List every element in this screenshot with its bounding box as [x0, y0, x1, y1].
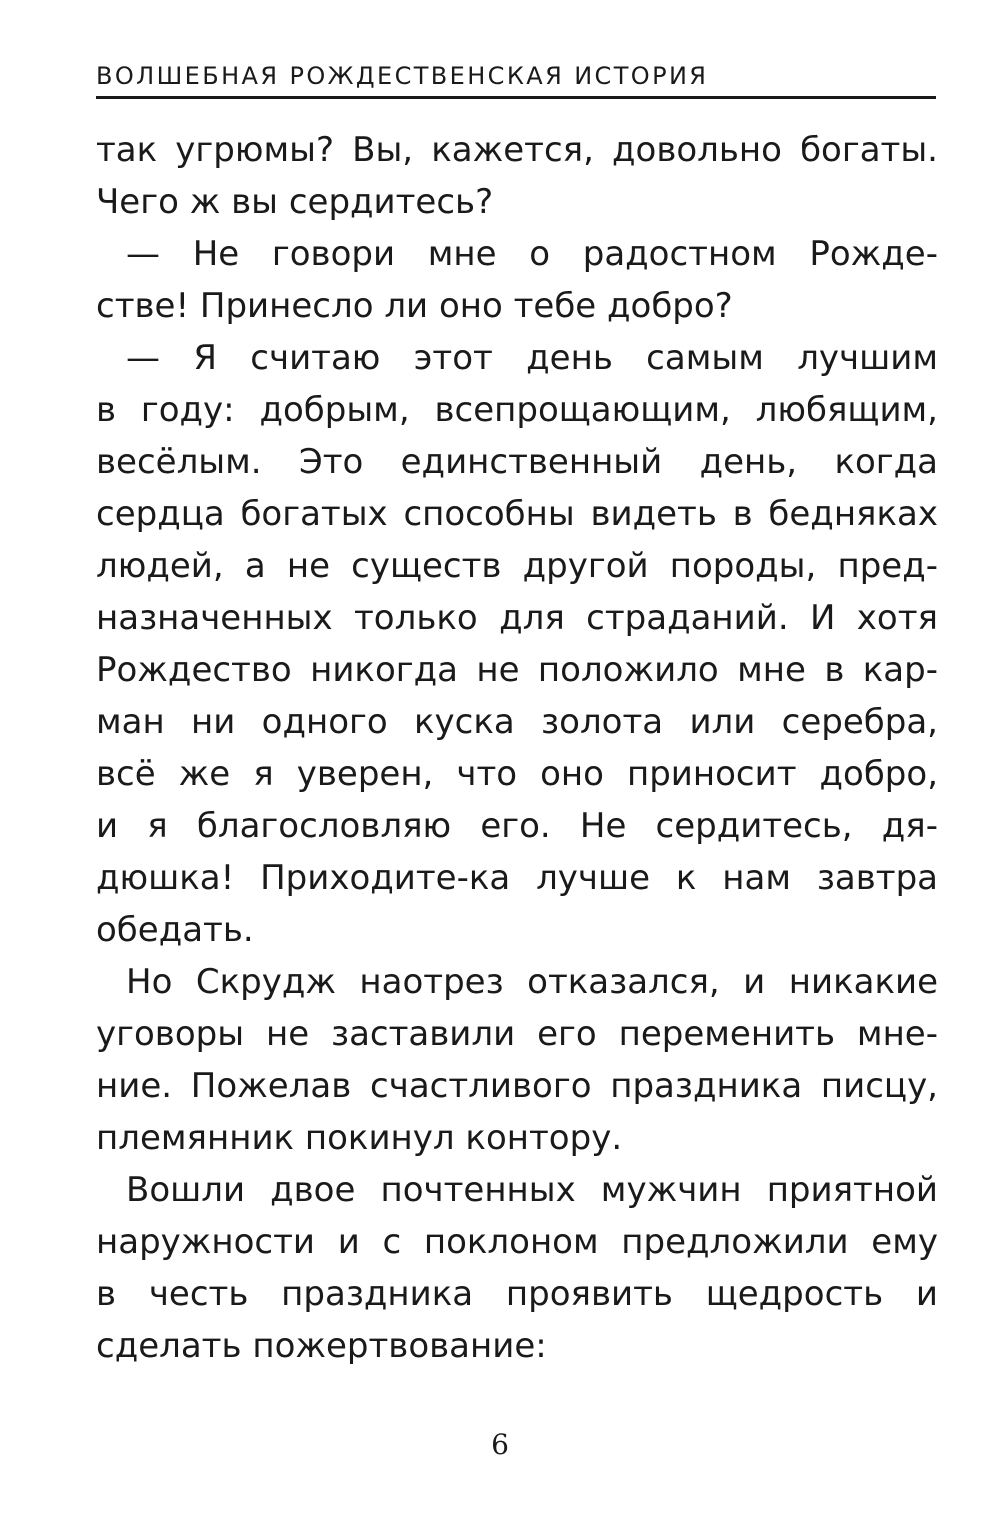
text-line: весёлым. Это единственный день, когда: [96, 442, 938, 482]
text-line: ние. Пожелав счастливого праздника писцу,: [96, 1066, 938, 1106]
text-line: ман ни одного куска золота или серебра,: [96, 702, 938, 742]
text-line: племянник покинул контору.: [96, 1118, 623, 1158]
text-line: сердца богатых способны видеть в бедняках: [96, 494, 938, 534]
text-line: в году: добрым, всепрощающим, любящим,: [96, 390, 938, 430]
text-line: назначенных только для страданий. И хотя: [96, 598, 938, 638]
text-line: уговоры не заставили его переменить мне-: [96, 1014, 938, 1054]
text-line: дюшка! Приходите-ка лучше к нам завтра: [96, 858, 938, 898]
text-line: Вошли двое почтенных мужчин приятной: [126, 1170, 938, 1210]
text-line: Рождество никогда не положило мне в кар-: [96, 650, 938, 690]
text-line: наружности и с поклоном предложили ему: [96, 1222, 938, 1262]
running-header-title: ВОЛШЕБНАЯ РОЖДЕСТВЕНСКАЯ ИСТОРИЯ: [96, 62, 709, 90]
text-line: и я благословляю его. Не сердитесь, дя-: [96, 806, 938, 846]
text-line: стве! Принесло ли оно тебе добро?: [96, 286, 733, 326]
body-text: [96, 124, 938, 1372]
text-line: всё же я уверен, что оно приносит добро,: [96, 754, 938, 794]
page-number: 6: [491, 1428, 509, 1461]
text-line: обедать.: [96, 910, 254, 950]
text-line: в честь праздника проявить щедрость и: [96, 1274, 938, 1314]
text-line: — Я считаю этот день самым лучшим: [126, 338, 938, 378]
text-line: Чего ж вы сердитесь?: [96, 182, 494, 222]
text-line: людей, а не существ другой породы, пред-: [96, 546, 938, 586]
text-line: сделать пожертвование:: [96, 1326, 547, 1366]
running-header: [96, 62, 936, 99]
text-line: — Не говори мне о радостном Рожде-: [126, 234, 938, 274]
text-line: Но Скрудж наотрез отказался, и никакие: [126, 962, 938, 1002]
text-line: так угрюмы? Вы, кажется, довольно богаты.: [96, 130, 938, 170]
